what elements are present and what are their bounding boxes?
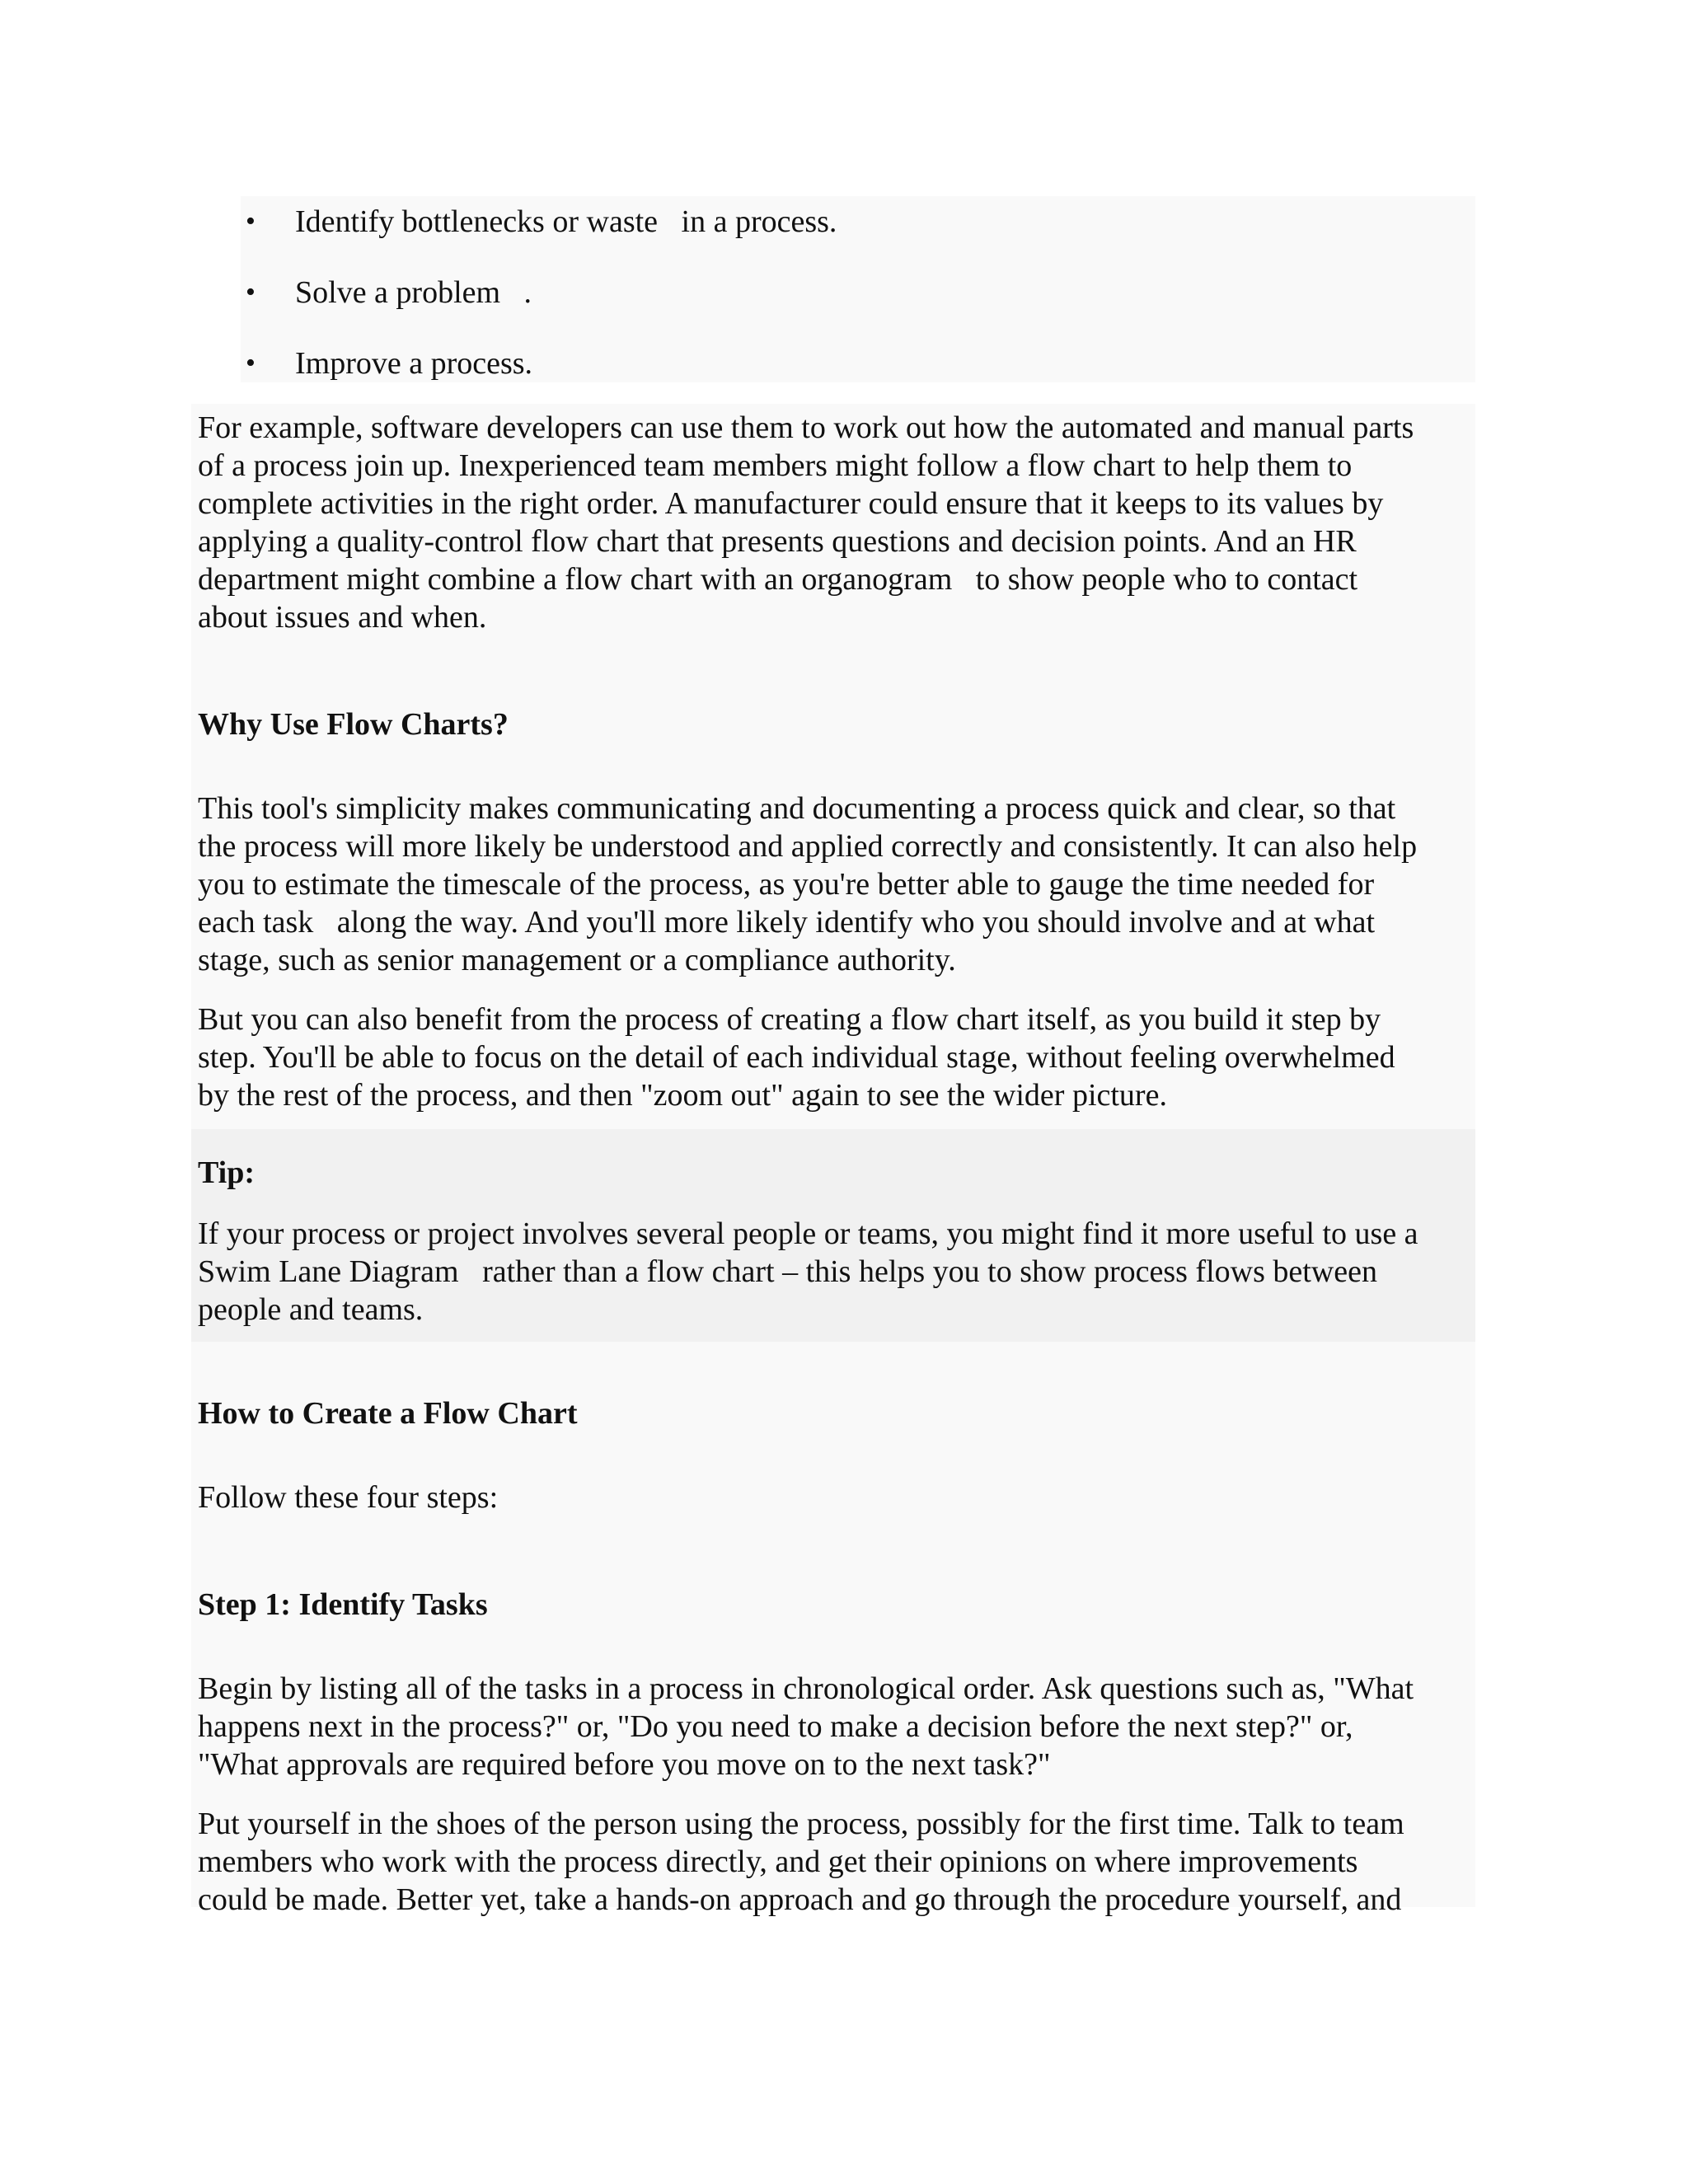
paragraph-line: happens next in the process?" or, "Do you need to make a decision before the next step?" or,: [198, 1709, 1353, 1744]
section-heading-why: Why Use Flow Charts?: [198, 707, 509, 742]
bullet-item: Solve a problem .: [295, 275, 532, 310]
tip-label: Tip:: [198, 1155, 256, 1190]
paragraph-line: applying a quality-control flow chart that presents questions and decision points. And an HR: [198, 524, 1357, 559]
paragraph-line: members who work with the process directly, and get their opinions on where improvements: [198, 1844, 1358, 1879]
bullet-marker: •: [246, 348, 256, 378]
paragraph-line: by the rest of the process, and then "zoom out" again to see the wider picture.: [198, 1078, 1167, 1113]
paragraph-line: department might combine a flow chart with an organogram to show people who to contact: [198, 562, 1358, 597]
paragraph-line: complete activities in the right order. A manufacturer could ensure that it keeps to its values by: [198, 486, 1384, 521]
section-heading-how: How to Create a Flow Chart: [198, 1396, 578, 1431]
paragraph-line: of a process join up. Inexperienced team members might follow a flow chart to help them to: [198, 448, 1353, 483]
bullet-item: Improve a process.: [295, 346, 533, 381]
paragraph-line: each task along the way. And you'll more likely identify who you should involve and at what: [198, 905, 1376, 940]
bullet-marker: •: [246, 206, 256, 237]
paragraph-line: This tool's simplicity makes communicating and documenting a process quick and clear, so that: [198, 791, 1396, 826]
how-intro: Follow these four steps:: [198, 1480, 499, 1515]
tip-line: people and teams.: [198, 1292, 424, 1327]
paragraph-line: could be made. Better yet, take a hands-on approach and go through the procedure yourself, and: [198, 1882, 1402, 1917]
paragraph-line: Begin by listing all of the tasks in a process in chronological order. Ask questions such as, "What: [198, 1671, 1414, 1706]
bullet-marker: •: [246, 277, 256, 307]
step-1-heading: Step 1: Identify Tasks: [198, 1587, 488, 1622]
tip-line: If your process or project involves several people or teams, you might find it more useful to use a: [198, 1216, 1418, 1251]
tip-line: Swim Lane Diagram rather than a flow chart – this helps you to show process flows between: [198, 1254, 1377, 1289]
paragraph-line: But you can also benefit from the process of creating a flow chart itself, as you build it step by: [198, 1002, 1381, 1037]
paragraph-line: step. You'll be able to focus on the detail of each individual stage, without feeling overwhelmed: [198, 1040, 1395, 1075]
paragraph-line: the process will more likely be understood and applied correctly and consistently. It can also help: [198, 829, 1418, 864]
paragraph-line: about issues and when.: [198, 600, 487, 635]
paragraph-line: you to estimate the timescale of the process, as you're better able to gauge the time needed for: [198, 867, 1375, 902]
paragraph-line: Put yourself in the shoes of the person using the process, possibly for the first time. Talk to team: [198, 1807, 1404, 1841]
paragraph-line: stage, such as senior management or a compliance authority.: [198, 943, 956, 977]
paragraph-line: For example, software developers can use them to work out how the automated and manual parts: [198, 410, 1414, 445]
bullet-item: Identify bottlenecks or waste in a process.: [295, 204, 837, 239]
paragraph-line: "What approvals are required before you move on to the next task?": [198, 1747, 1051, 1782]
